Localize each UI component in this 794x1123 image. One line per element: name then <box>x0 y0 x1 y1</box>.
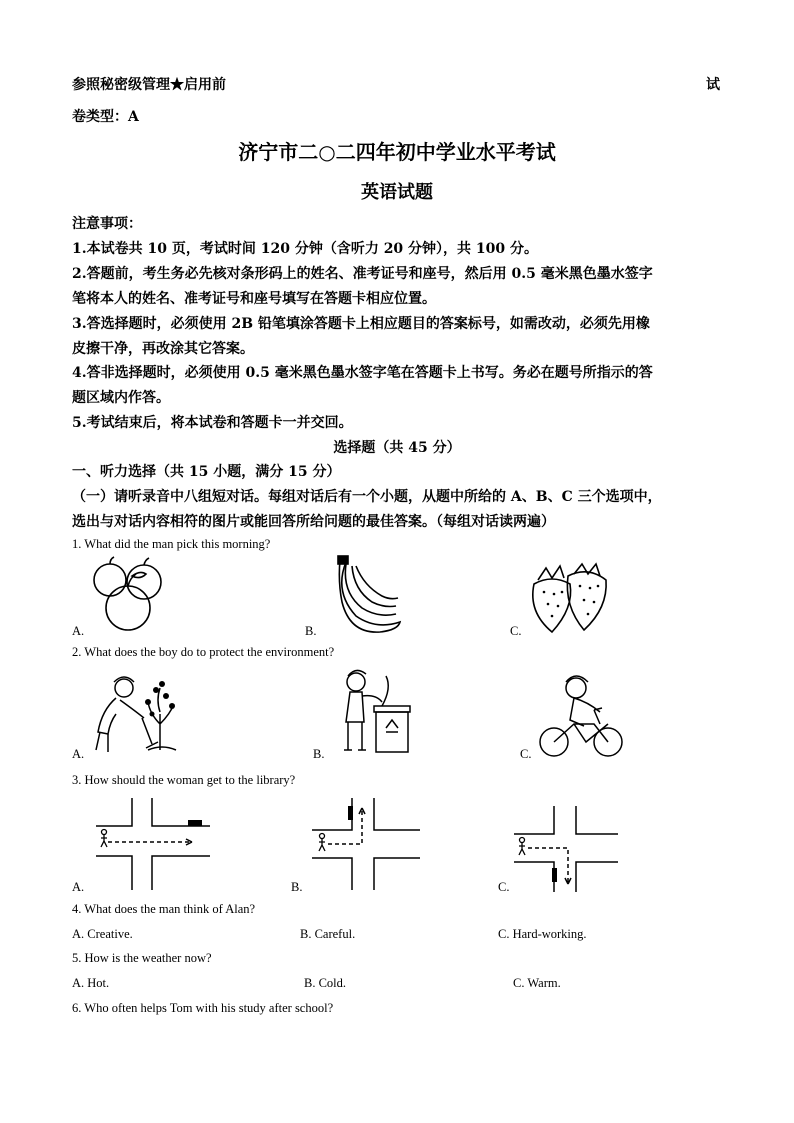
section-title: 选择题（共 45 分） <box>333 440 461 456</box>
map-straight-icon <box>96 798 210 890</box>
notice-item-3-cont: 皮擦干净，再改涂其它答案。 <box>72 341 254 357</box>
question-2: 2. What does the boy do to protect the environment? <box>72 645 335 659</box>
paper-type: 卷类型：A <box>72 109 139 125</box>
q5-option-c[interactable]: C. Warm. <box>513 976 561 990</box>
q3-option-a[interactable]: A. <box>72 880 85 894</box>
map-right-icon <box>514 806 618 892</box>
question-1: 1. What did the man pick this morning? <box>72 537 271 551</box>
q4-option-a[interactable]: A. Creative. <box>72 927 133 941</box>
notice-heading: 注意事项： <box>72 216 142 232</box>
part-1-instructions-cont: 选出与对话内容相符的图片或能回答所给问题的最佳答案。（每组对话读两遍） <box>72 514 555 530</box>
notice-item-5: 5.考试结束后，将本试卷和答题卡一并交回。 <box>72 415 353 431</box>
part-1-instructions: （一）请听录音中八组短对话。每组对话后有一个小题，从题中所给的 A、B、C 三个选项中， <box>72 489 662 505</box>
notice-item-1: 1.本试卷共 10 页，考试时间 120 分钟（含听力 20 分钟），共 100 分。 <box>72 241 539 257</box>
notice-item-3: 3.答选择题时，必须使用 2B 铅笔填涂答题卡上相应题目的答案标号，如需改动，必须先用橡 <box>72 316 650 332</box>
part-1-title: 一、听力选择（共 15 小题，满分 15 分） <box>72 464 341 480</box>
q4-option-c[interactable]: C. Hard-working. <box>498 927 587 941</box>
q3-option-c[interactable]: C. <box>498 880 510 894</box>
corner-mark: 试 <box>706 77 720 93</box>
question-3: 3. How should the woman get to the library? <box>72 773 296 787</box>
q2-option-c[interactable]: C. <box>520 747 532 761</box>
strawberries-icon <box>528 562 610 634</box>
recycling-icon <box>334 668 414 756</box>
notice-item-4: 4.答非选择题时，必须使用 0.5 毫米黑色墨水签字笔在答题卡上书写。务必在题号所指示的答 <box>72 365 653 381</box>
q1-option-c[interactable]: C. <box>510 624 522 638</box>
cycling-icon <box>538 672 624 758</box>
q1-option-a[interactable]: A. <box>72 624 85 638</box>
notice-item-4-cont: 题区域内作答。 <box>72 390 170 406</box>
question-4: 4. What does the man think of Alan? <box>72 902 256 916</box>
question-6: 6. Who often helps Tom with his study after school? <box>72 1001 334 1015</box>
notice-item-2-cont: 笔将本人的姓名、准考证号和座号填写在答题卡相应位置。 <box>72 291 436 307</box>
secrecy-label: 参照秘密级管理★启用前 <box>72 77 226 93</box>
q2-option-a[interactable]: A. <box>72 747 85 761</box>
q5-option-a[interactable]: A. Hot. <box>72 976 110 990</box>
map-left-icon <box>312 798 420 890</box>
bananas-icon <box>322 556 404 632</box>
q4-option-b[interactable]: B. Careful. <box>300 927 356 941</box>
exam-subtitle: 英语试题 <box>361 182 433 203</box>
q1-option-b[interactable]: B. <box>305 624 317 638</box>
q3-option-b[interactable]: B. <box>291 880 303 894</box>
notice-item-2: 2.答题前，考生务必先核对条形码上的姓名、准考证号和座号，然后用 0.5 毫米黑色墨水签字 <box>72 266 653 282</box>
exam-title: 济宁市二○二四年初中学业水平考试 <box>238 140 556 164</box>
q5-option-b[interactable]: B. Cold. <box>304 976 347 990</box>
q2-option-b[interactable]: B. <box>313 747 325 761</box>
question-5: 5. How is the weather now? <box>72 951 212 965</box>
planting-tree-icon <box>86 672 182 754</box>
apples-icon <box>88 556 170 636</box>
